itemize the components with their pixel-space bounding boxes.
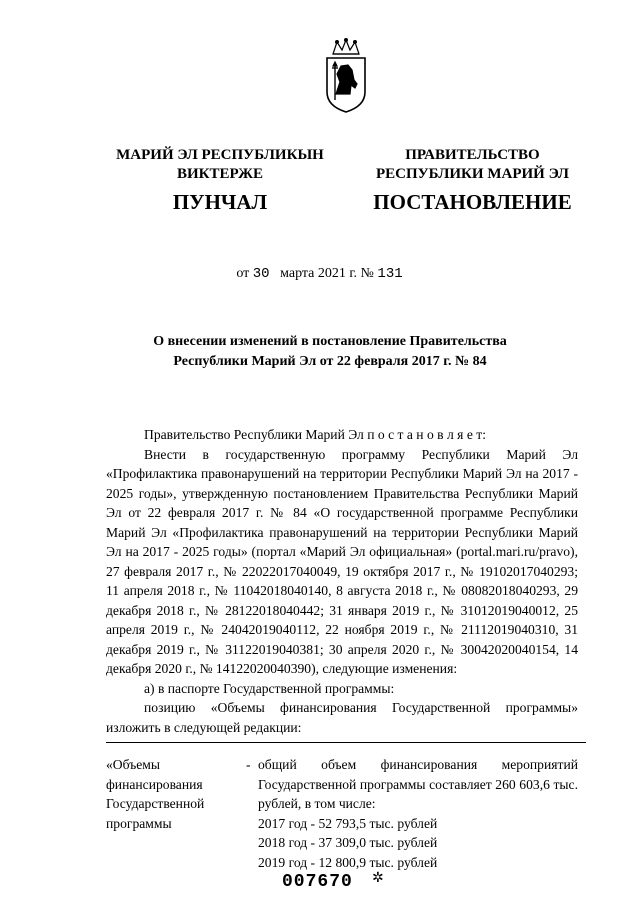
body-paragraph-decree: Правительство Республики Марий Эл п о с т а н о в л я е т: [144,427,486,442]
financing-year-row: 2017 год - 52 793,5 тыс. рублей [258,815,438,831]
header-left-title: ПУНЧАЛ [172,190,268,214]
financing-values [258,755,578,872]
document-body [106,425,578,737]
header-right-line1: ПРАВИТЕЛЬСТВО [405,147,540,163]
document-number: 131 [377,266,403,282]
document-title [110,332,550,372]
serial-number: 007670 [282,872,353,892]
body-paragraph-main: Внести в государственную программу Республики Марий Эл «Профилактика правонарушений на территории Республики Марий Эл на 2017 - 2025 годы», утвержденную постановлением Правительства Республики Марий Эл от 22 февраля 2017 г. № 84 «О государственной программе Республики Марий Эл «Профилактика правонарушений на территории Республики Марий Эл на 2017 - 2025 годы» (портал «Марий Эл официальная» (portal.mari.ru/pravo), 27 февраля 2017 г., № 22022017040049, 19 октября 2017 г., № 19102017040293; 11 апреля 2018 г., № 11042018040140, 8 августа 2018 г., № 08082018040293, 29 декабря 2018 г., № 28122018040442; 31 января 2019 г., № 31012019040012, 25 апреля 2019 г., № 24042019040112, 22 ноября 2019 г., № 21112019040310, 31 декабря 2019 г., № 31122019040381; 30 апреля 2020 г., № 30042020040154, 14 декабря 2020 г., № 14122020040390), следующие изменения: [106,446,578,676]
body-paragraph-a: а) в паспорте Государственной программы: [144,680,395,696]
date-month-year: марта 2021 г. № [280,266,374,281]
header-left-line2: ВИКТЕРЖЕ [176,166,264,182]
financing-year-row: 2019 год - 12 800,9 тыс. рублей [258,854,438,870]
financing-dash: - [246,757,251,772]
financing-year-row: 2018 год - 37 309,0 тыс. рублей [258,835,438,850]
date-line [0,266,639,282]
financing-intro: общий объем финансирования мероприятий Государственной программы составляет 260 603,6 тыс. рублей, в том числе: [258,757,578,811]
coat-of-arms-emblem [321,36,371,114]
header-right-line2: РЕСПУБЛИКИ МАРИЙ ЭЛ [375,166,569,182]
serial-mark-icon: ✲ [372,871,384,886]
body-paragraph-position: позицию «Объемы финансирования Государственной программы» изложить в следующей редакции: [106,700,578,735]
date-day: 30 [252,266,270,282]
title-line2: Республики Марий Эл от 22 февраля 2017 г. № 84 [173,354,487,369]
date-prefix: от [236,266,250,281]
header-left-line1: МАРИЙ ЭЛ РЕСПУБЛИКЫН [116,147,324,163]
title-line1: О внесении изменений в постановление Правительства [153,334,507,349]
header-right-title: ПОСТАНОВЛЕНИЕ [373,190,572,214]
financing-label: «Объемы финансирования Государственной программы [106,757,205,831]
financing-table [106,742,586,870]
